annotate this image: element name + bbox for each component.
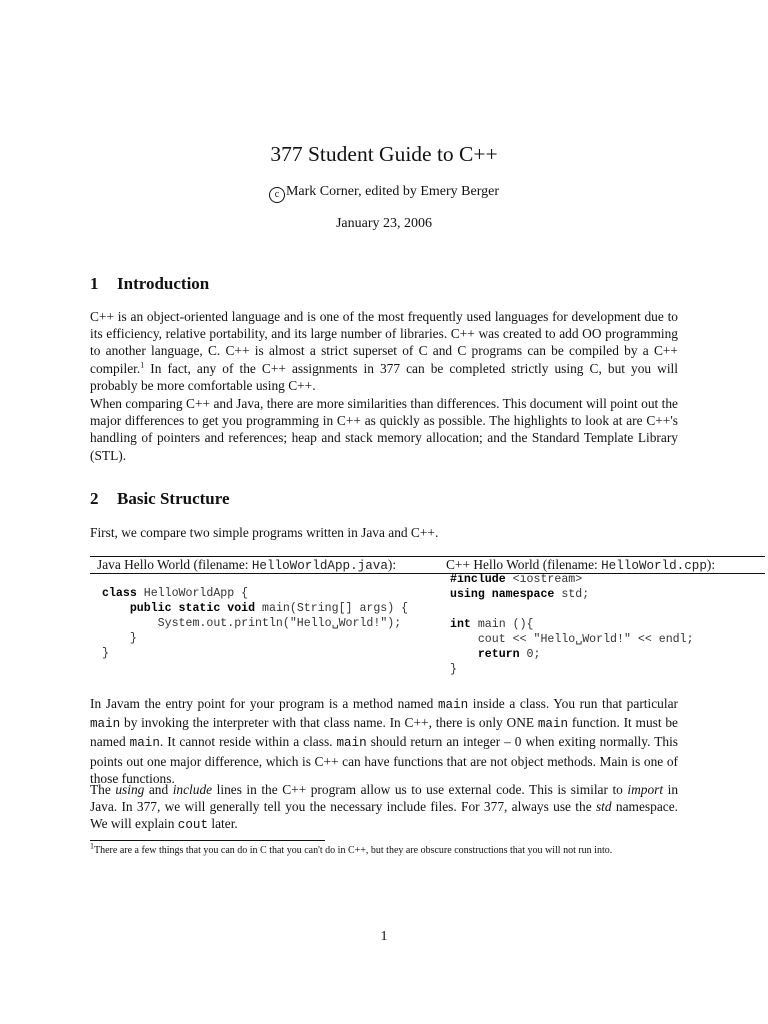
code-line: [450, 587, 694, 602]
author-text: Mark Corner, edited by Emery Berger: [285, 184, 499, 199]
paragraph-text: in Java. In 377, we will generally tell you the necessary include files. For 377, always use the: [90, 782, 679, 815]
italic-term: using: [115, 782, 145, 797]
code-keyword: using namespace: [450, 588, 555, 601]
code-indent: [102, 602, 130, 615]
section-title: Introduction: [117, 274, 210, 293]
copyright-symbol: c: [269, 187, 285, 203]
intro-text: In fact, any of the C++ assignments in 377 can be completed strictly using C, but you will probably be more comfortable using C++.: [90, 360, 678, 393]
code-line: [102, 586, 408, 601]
inline-code: main: [90, 717, 121, 732]
code-line: [450, 572, 694, 587]
code-text: main (){: [470, 618, 534, 631]
header-text: ):: [387, 557, 397, 572]
document-date: January 23, 2006: [335, 216, 433, 231]
italic-term: std: [595, 799, 612, 815]
code-line: [102, 601, 408, 616]
paragraph-text: lines in the C++ program allow us to use external code. This is similar to: [212, 782, 628, 797]
inline-code: main: [537, 717, 569, 732]
code-line: [450, 647, 694, 662]
code-text: <iostream>: [505, 573, 583, 586]
intro-paragraph-2: When comparing C++ and Java, there are more similarities than differences. This document will point out the major differences to get you programming in C++ as quickly as possible. The highlights to look at are C++'s handling of pointers and references; heap and stack memory allocation; and the Standard Template Library (STL).: [90, 396, 678, 463]
paragraph-text: . It cannot reside within a class.: [159, 734, 337, 750]
java-code-block: [102, 586, 408, 661]
code-line: }: [450, 663, 457, 676]
cpp-code-block: [450, 572, 694, 677]
code-keyword: class: [102, 587, 137, 600]
header-text: C++ Hello World (filename:: [446, 557, 602, 572]
java-filename: HelloWorldApp.java: [251, 559, 388, 573]
section-number: 1: [90, 274, 99, 293]
paragraph-text: later.: [208, 816, 238, 832]
footnote-text: There are a few things that you can do in C that you can't do in C++, but they are obscure constructions that you will not run into.: [94, 845, 613, 856]
code-line: cout << "Hello␣World!" << endl;: [450, 633, 694, 646]
code-keyword: #include: [450, 573, 506, 586]
footnote-number: 1: [90, 841, 94, 851]
footnote-rule: [90, 840, 325, 841]
paragraph-text: inside a class. You run that particular: [468, 696, 678, 711]
code-text: main(String[] args) {: [255, 602, 409, 615]
code-keyword: return: [477, 648, 520, 661]
inline-code: main: [437, 698, 469, 712]
italic-term: include: [172, 782, 213, 797]
footnote-ref: 1: [140, 360, 145, 370]
section-heading-basic-structure: [90, 489, 230, 509]
paragraph-text: In Javam the entry point for your program is a method named: [90, 696, 438, 711]
paragraph-text: namespace. We will explain: [90, 799, 678, 832]
compare-paragraph: First, we compare two simple programs written in Java and C++.: [90, 525, 439, 540]
code-line: }: [102, 647, 109, 660]
paragraph-text: should return an integer – 0 when exiting normally. This points out one major difference, which is C++ can have functions that are not object methods. Main is one of those functions.: [90, 734, 678, 786]
code-text: HelloWorldApp {: [136, 587, 249, 600]
section-heading-introduction: [90, 274, 209, 294]
code-line: }: [102, 632, 137, 645]
italic-term: import: [627, 782, 664, 797]
page-number: 1: [380, 929, 388, 944]
code-keyword: public static void: [129, 602, 256, 615]
code-keyword: int: [450, 618, 471, 631]
java-column-header: [97, 556, 396, 575]
code-text: 0;: [519, 648, 541, 661]
using-include-paragraph: [90, 781, 678, 835]
code-indent: [450, 648, 478, 661]
paragraph-text: by invoking the interpreter with that class name. In C++, there is only ONE: [120, 715, 538, 731]
author-line: [0, 184, 768, 203]
inline-code: cout: [177, 818, 209, 833]
code-line: System.out.println("Hello␣World!");: [102, 617, 402, 630]
intro-paragraph-1: [90, 308, 678, 394]
paragraph-text: and: [144, 782, 173, 797]
footnote: [90, 841, 678, 858]
main-paragraph: [90, 695, 678, 787]
intro-text: C++ is an object-oriented language and is one of the most frequently used languages for development due to its efficiency, relative portability, and its large number of libraries. C++ was created to add OO programming to another language, C. C++ is almost a strict superset of C and C programs can be compiled by a C++ compiler.: [90, 309, 678, 376]
code-text: std;: [554, 588, 590, 601]
inline-code: main: [129, 736, 160, 751]
section-title: Basic Structure: [117, 489, 230, 508]
paragraph-text: function. It must be named: [90, 715, 678, 750]
code-line: [450, 617, 694, 632]
document-title: 377 Student Guide to C++: [270, 142, 498, 166]
inline-code: main: [336, 736, 367, 751]
header-text: Java Hello World (filename:: [97, 557, 252, 572]
cpp-filename: HelloWorld.cpp: [601, 559, 707, 573]
header-text: ):: [706, 557, 716, 572]
section-number: 2: [90, 489, 99, 508]
paragraph-text: The: [90, 782, 116, 797]
code-blank-line: [450, 602, 694, 617]
